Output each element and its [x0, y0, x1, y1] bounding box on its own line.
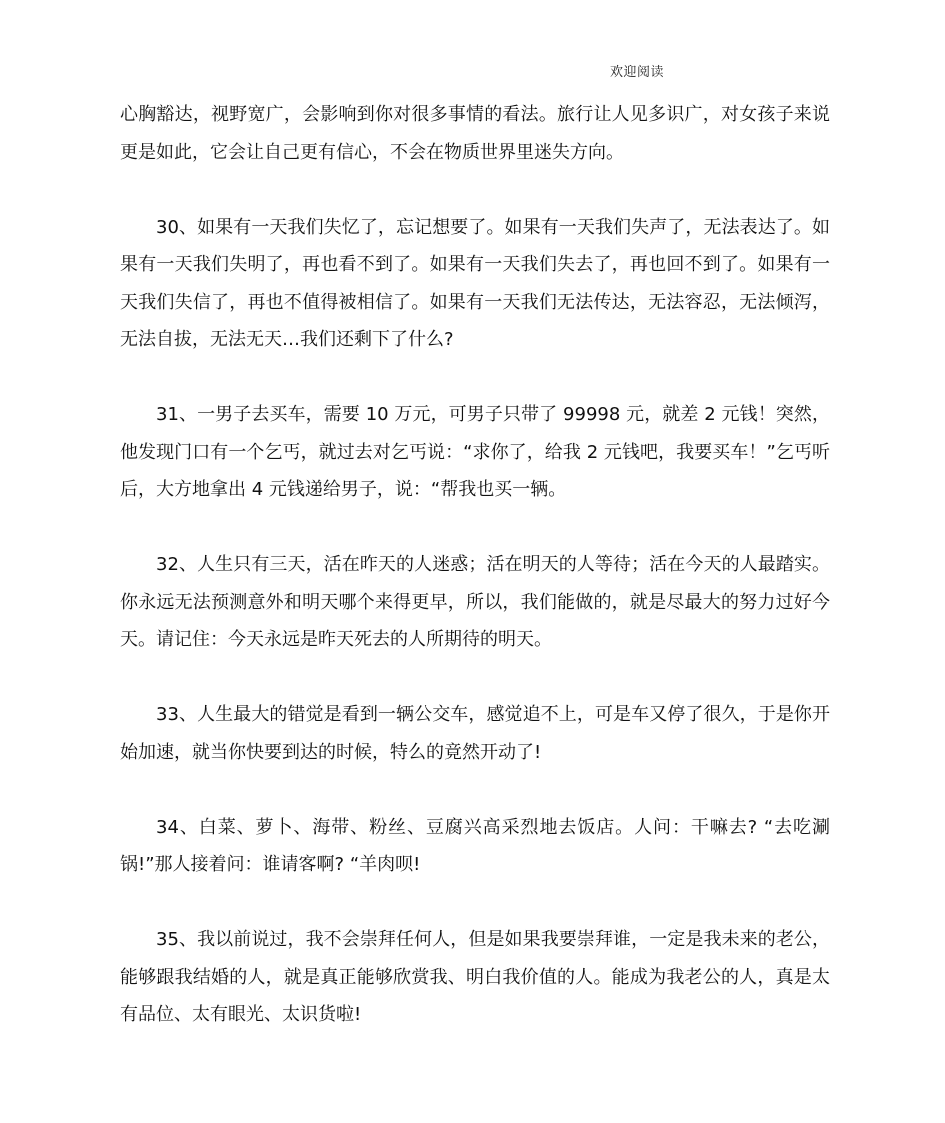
- paragraph-30: 30、如果有一天我们失忆了，忘记想要了。如果有一天我们失声了，无法表达了。如果有一天我们失明了，再也看不到了。如果有一天我们失去了，再也回不到了。如果有一天我们失信了，再也不值得被相信了。如果有一天我们无法传达，无法容忍，无法倾泻，无法自拔，无法无天…我们还剩下了什么?: [120, 216, 830, 350]
- page-header: 欢迎阅读: [610, 65, 665, 80]
- document-body: [120, 96, 830, 1071]
- paragraph-continuation: 心胸豁达，视野宽广，会影响到你对很多事情的看法。旅行让人见多识广，对女孩子来说更是如此，它会让自己更有信心，不会在物质世界里迷失方向。: [120, 104, 830, 163]
- paragraph-31: 31、一男子去买车，需要 10 万元，可男子只带了 99998 元，就差 2 元钱！突然，他发现门口有一个乞丐，就过去对乞丐说：“求你了，给我 2 元钱吧，我要买车！”乞丐听后，大方地拿出 4 元钱递给男子，说：“帮我也买一辆。: [120, 404, 830, 500]
- paragraph-32: 32、人生只有三天，活在昨天的人迷惑；活在明天的人等待；活在今天的人最踏实。你永远无法预测意外和明天哪个来得更早，所以，我们能做的，就是尽最大的努力过好今天。请记住：今天永远是昨天死去的人所期待的明天。: [120, 554, 830, 650]
- paragraph-34: 34、白菜、萝卜、海带、粉丝、豆腐兴高采烈地去饭店。人问：干嘛去? “去吃涮锅!”那人接着问：谁请客啊? “羊肉呗!: [120, 816, 830, 875]
- paragraph-33: 33、人生最大的错觉是看到一辆公交车，感觉追不上，可是车又停了很久，于是你开始加速，就当你快要到达的时候，特么的竟然开动了!: [120, 704, 830, 763]
- paragraph-35: 35、我以前说过，我不会崇拜任何人，但是如果我要崇拜谁，一定是我未来的老公，能够跟我结婚的人，就是真正能够欣赏我、明白我价值的人。能成为我老公的人，真是太有品位、太有眼光、太识货啦!: [120, 929, 830, 1025]
